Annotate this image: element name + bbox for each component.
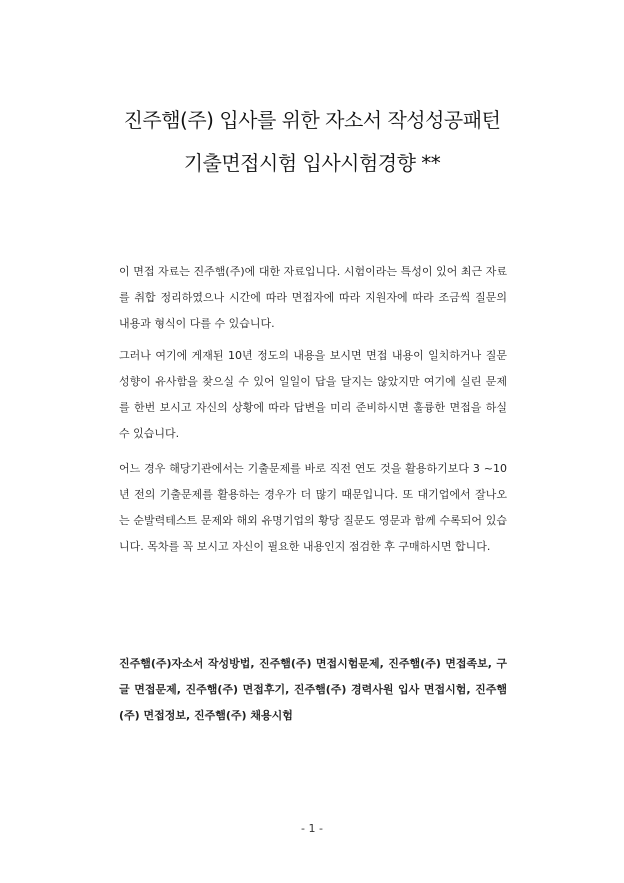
paragraph-3: 어느 경우 해당기관에서는 기출문제를 바로 직전 연도 것을 활용하기보다 3 ~10년 전의 기출문제를 활용하는 경우가 더 많기 때문입니다. 또 대기업에서 잘나오는 순발력테스트 문제와 해외 유명기업의 황당 질문도 영문과 함께 수록되어 있습니다. 목차를 꼭 보시고 자신이 필요한 내용인지 점검한 후 구매하시면 합니다. xyxy=(119,462,507,553)
page-number: - 1 - xyxy=(301,822,323,835)
keywords-paragraph: 진주햄(주)자소서 작성방법, 진주햄(주) 면접시험문제, 진주햄(주) 면접족보, 구글 면접문제, 진주햄(주) 면접후기, 진주햄(주) 경력사원 입사 면접시험, 진주햄(주) 면접정보, 진주햄(주) 채용시험 xyxy=(119,657,507,722)
paragraph-1: 이 면접 자료는 진주햄(주)에 대한 자료입니다. 시험이라는 특성이 있어 최근 자료를 취합 정리하였으나 시간에 따라 면접자에 따라 지원자에 따라 조금씩 질문의 내용과 형식이 다를 수 있습니다. xyxy=(119,265,507,330)
title-line-1: 진주햄(주) 입사를 위한 자소서 작성성공패턴 xyxy=(123,108,501,132)
paragraph-2: 그러나 여기에 게재된 10년 정도의 내용을 보시면 면접 내용이 일치하거나 질문 성향이 유사함을 찾으실 수 있어 일일이 답을 달지는 않았지만 여기에 실린 문제를 한번 보시고 자신의 상황에 따라 답변을 미리 준비하시면 훌륭한 면접을 하실 수 있습니다. xyxy=(119,349,507,440)
title-line-2: 기출면접시험 입사시험경향 ** xyxy=(183,151,441,175)
